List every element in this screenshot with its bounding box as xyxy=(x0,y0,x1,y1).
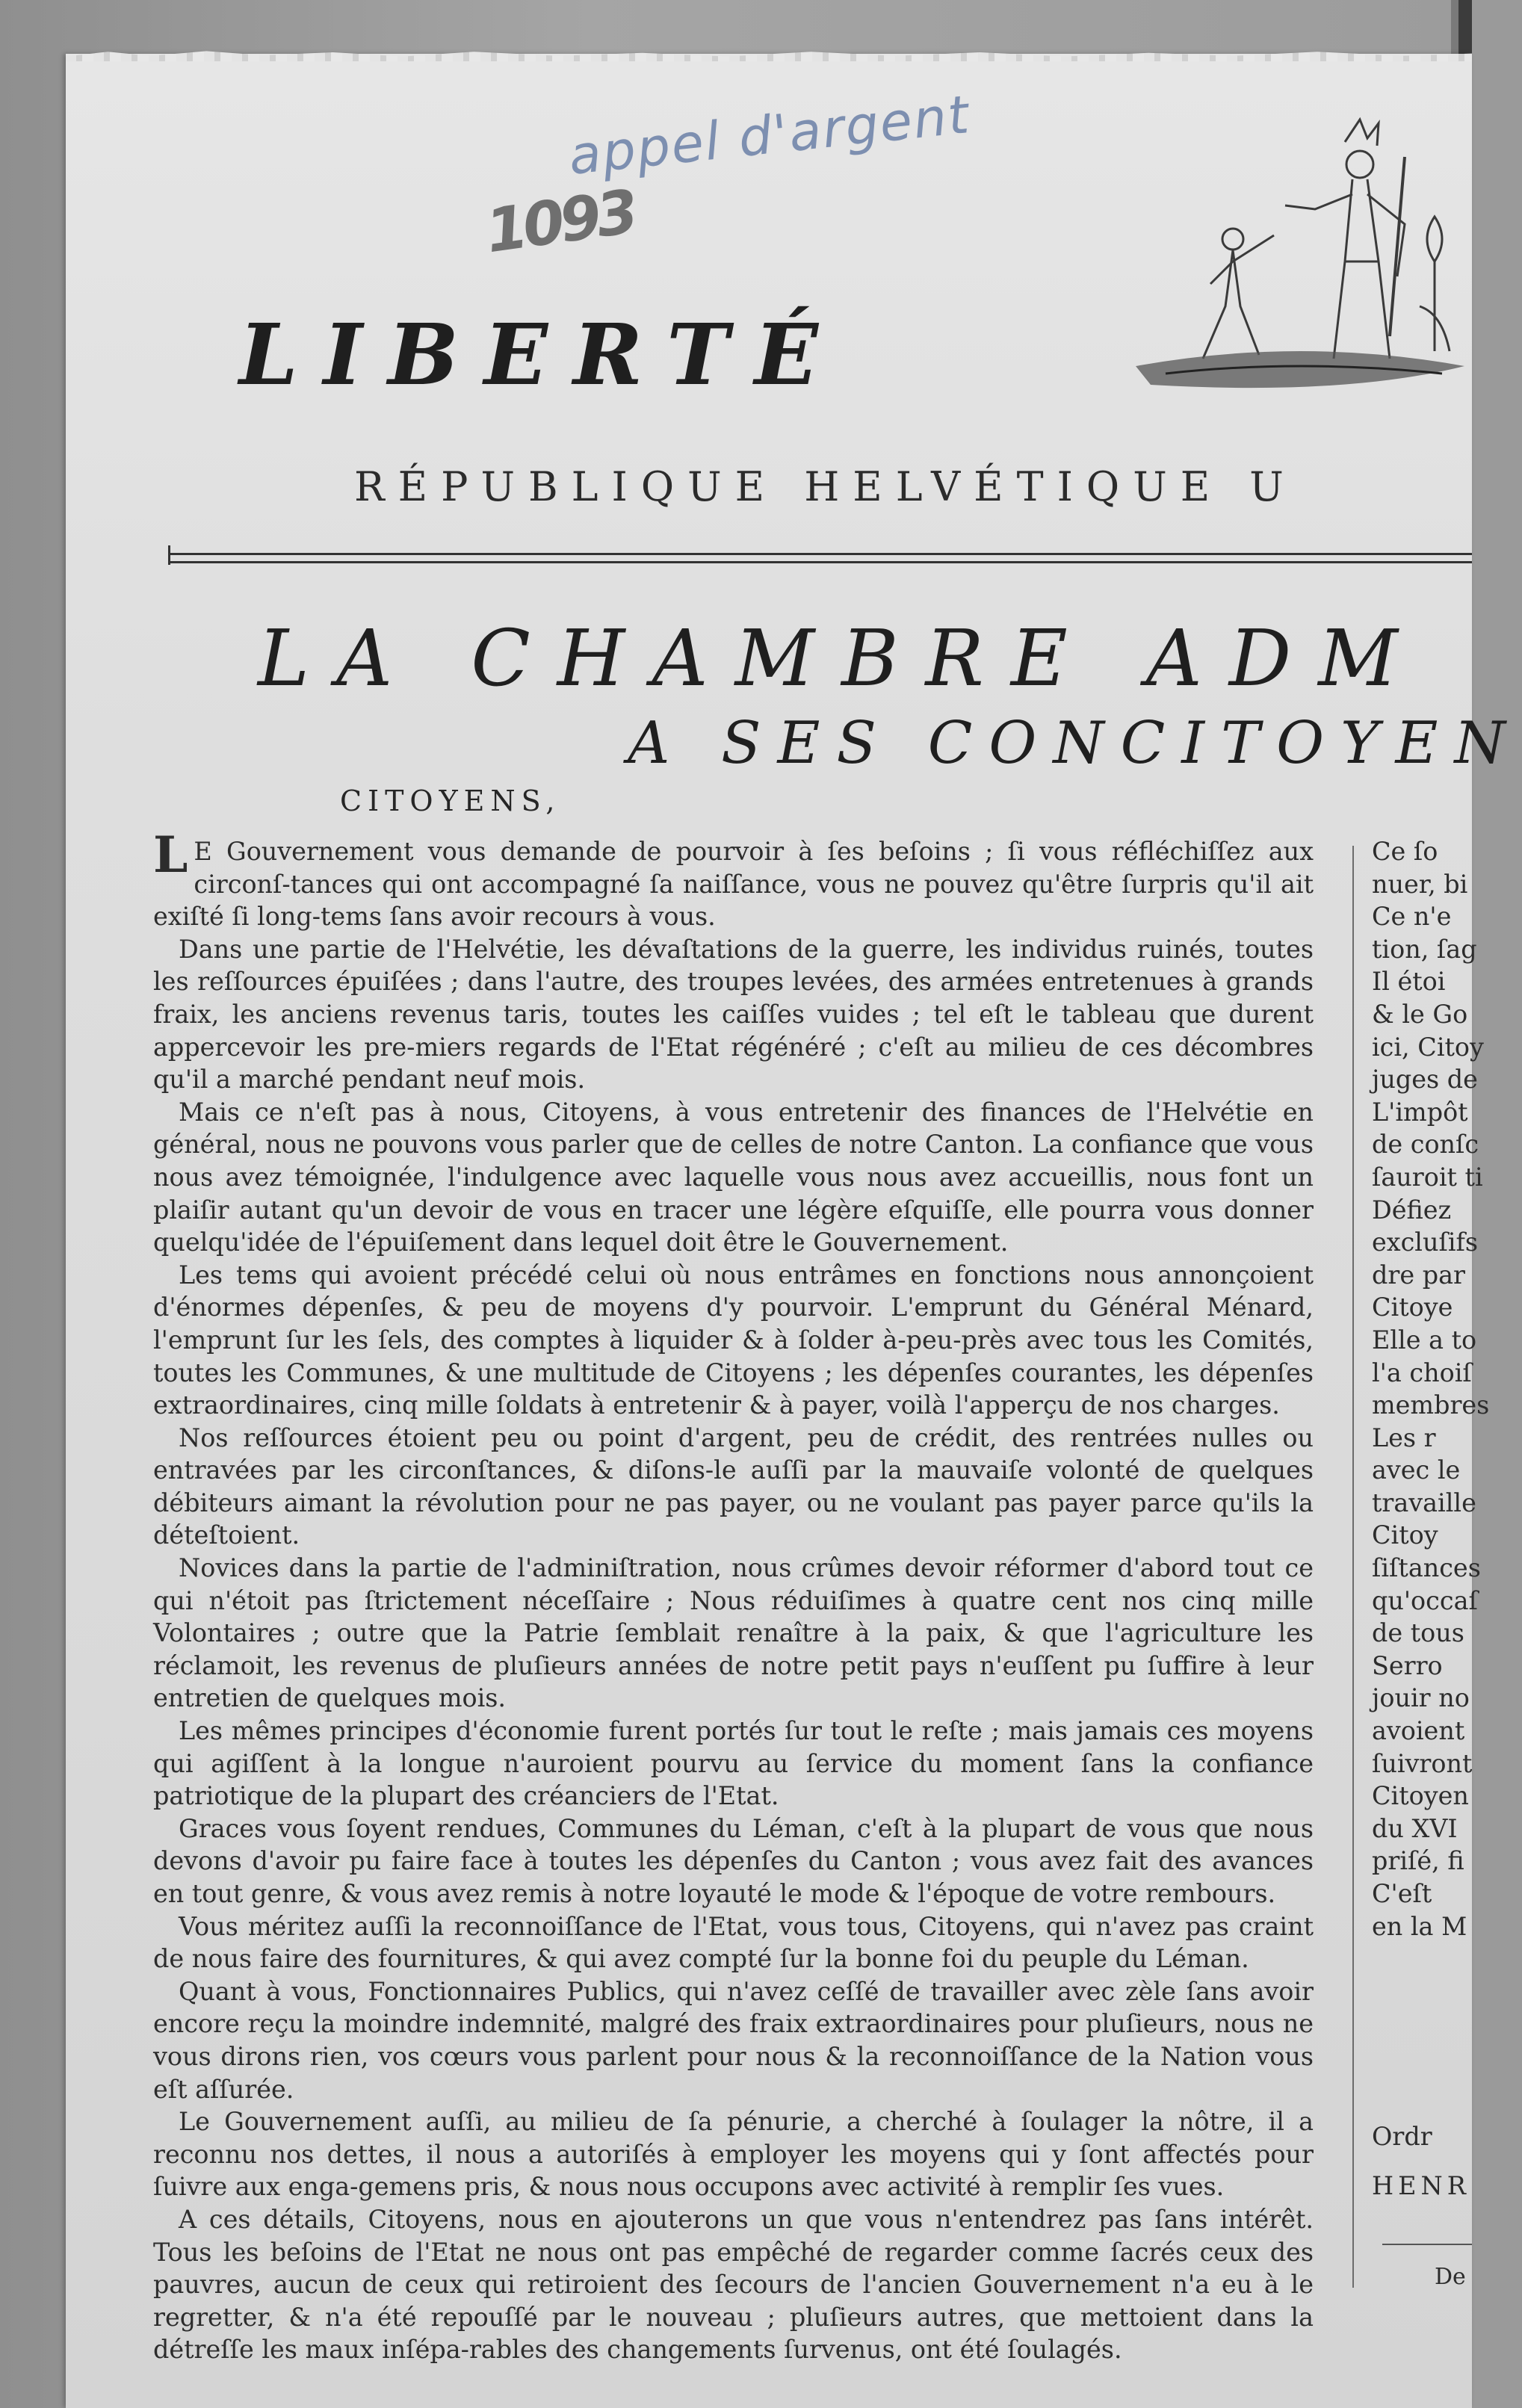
paragraph-7: Les mêmes principes d'économie furent portés ſur tout le reſte ; mais jamais ces moyens qui agiſſent à la longue n'auroient pourvu au ſervice du moment ſans la confiance patriotique de la plupart des créanciers de l'Etat. xyxy=(153,1716,1314,1811)
side-line: Les r xyxy=(1372,1423,1436,1452)
header-rule xyxy=(168,553,1472,563)
header-republic: RÉPUBLIQUE HELVÉTIQUE U xyxy=(354,463,1297,510)
paragraph-11: Le Gouvernement auſſi, au milieu de ſa pénurie, a cherché à ſoulager la nôtre, il a reconnu nos dettes, il nous a autoriſés à employer les moyens qui y ſont affectés pour ſuivre aux enga-gemens pris, & nous nous occupons avec activité à remplir ſes vues. xyxy=(153,2107,1314,2202)
column-divider xyxy=(1352,846,1354,2288)
side-line: de tous xyxy=(1372,1618,1464,1648)
paragraph-2: Dans une partie de l'Helvétie, les dévaſtations de la guerre, les individus ruinés, toutes les reſſources épuiſées ; dans l'autre, des troupes levées, des armées entretenues à grands fraix, les anciens revenus taris, toutes les caiſſes vuides ; tel eſt le tableau que durent appercevoir les pre-miers regards de l'Etat régénéré ; c'eſt au milieu de ces décombres qu'il a marché pendant neuf mois. xyxy=(153,934,1314,1095)
side-line: dre par xyxy=(1372,1260,1465,1290)
heading-chambre: LA CHAMBRE ADM xyxy=(258,613,1425,704)
side-line: Citoyen xyxy=(1372,1781,1469,1811)
side-line: de conſc xyxy=(1372,1130,1479,1160)
side-line: du XVI xyxy=(1372,1813,1458,1843)
side-line: nuer, bi xyxy=(1372,869,1468,899)
side-line: avoient xyxy=(1372,1716,1465,1746)
side-line: ſiſtances xyxy=(1372,1553,1481,1583)
side-line: Ce n'e xyxy=(1372,902,1452,932)
side-text-column xyxy=(1372,835,1490,1943)
figures-woodcut-icon xyxy=(1121,112,1472,441)
side-line: excluſifs xyxy=(1372,1228,1479,1257)
paragraph-3: Mais ce n'eſt pas à nous, Citoyens, à vous entretenir des finances de l'Helvétie en général, nous ne pouvons vous parler que de celles de notre Canton. La confiance que vous nous avez témoignée, l'indulgence avec laquelle vous nous avez accueillis, nous font un plaiſir autant qu'un devoir de vous en tracer une légère eſquiſſe, elle pourra vous donner quelqu'idée de l'épuiſement dans lequel doit être le Gouvernement. xyxy=(153,1097,1314,1257)
side-line: en la M xyxy=(1372,1911,1467,1941)
side-line: Ce ſo xyxy=(1372,837,1438,866)
side-line: Citoy xyxy=(1372,1520,1438,1550)
paragraph-12: A ces détails, Citoyens, nous en ajouterons un que vous n'entendrez pas ſans intérêt. Tous les beſoins de l'Etat ne nous ont pas empêché de regarder comme ſacrés ceux des pauvres, aucun de ceux qui retiroient des ſecours de l'ancien Gouvernement n'a eu à le regretter, & n'a été repouſſé par le nouveau ; pluſieurs autres, que mettoient dans la détreſſe les maux inſépa-rables des changements ſurvenus, ont été ſoulagés. xyxy=(153,2204,1314,2365)
title-liberte: LIBERTÉ xyxy=(239,306,844,404)
side-line: ici, Citoy xyxy=(1372,1032,1484,1062)
side-line: membres xyxy=(1372,1390,1490,1420)
salutation: CITOYENS, xyxy=(340,784,561,817)
dropcap: L xyxy=(153,826,188,884)
side-line: l'a choiſ xyxy=(1372,1358,1472,1387)
side-line: Défiez xyxy=(1372,1195,1452,1225)
paragraph-10: Quant à vous, Fonctionnaires Publics, qui n'avez ceſſé de travailler avec zèle ſans avoir encore reçu la moindre indemnité, malgré des fraix extraordinaires pour pluſieurs, nous ne vous dirons rien, vos cœurs vous parlent pour nous & la reconnoiſſance de la Nation vous eſt aſſurée. xyxy=(153,1976,1314,2104)
main-text-column xyxy=(153,826,1314,2366)
side-line: ſauroit ti xyxy=(1372,1162,1483,1192)
side-line: Serro xyxy=(1372,1650,1443,1680)
paragraph-4: Les tems qui avoient précédé celui où nous entrâmes en fonctions nous annonçoient d'énormes dépenſes, & peu de moyens d'y pourvoir. L'emprunt du Général Ménard, l'emprunt ſur les ſels, des comptes à liquider & à ſolder à-peu-près avec tous les Comités, toutes les Communes, & une multitude de Citoyens ; les dépenſes courantes, les dépenſes extraordinaires, cinq mille ſoldats à entretenir & à payer, voilà l'apperçu de nos charges. xyxy=(153,1260,1314,1420)
paragraph-5: Nos reſſources étoient peu ou point d'argent, peu de crédit, des rentrées nulles ou entravées par les circonſtances, & diſons-le auſſi par la mauvaiſe volonté de quelques débiteurs aimant la révolution pour ne pas payer, ou ne voulant pas payer parce qu'ils la déteſtoient. xyxy=(153,1423,1314,1550)
side-footer-text: De xyxy=(1435,2264,1466,2290)
side-line: L'impôt xyxy=(1372,1097,1468,1127)
side-line: priſé, fi xyxy=(1372,1846,1464,1876)
paragraph-8: Graces vous ſoyent rendues, Communes du Léman, c'eſt à la plupart de vous que nous devons d'avoir pu faire face à toutes les dépenſes du Canton ; vous avez fait des avances en tout genre, & vous avez remis à notre loyauté le mode & l'époque de votre rembours. xyxy=(153,1813,1314,1908)
side-line: tion, ſag xyxy=(1372,934,1477,964)
paragraph-1: L E Gouvernement vous demande de pourvoir à ſes beſoins ; ſi vous réfléchiſſez aux circonſ-tances qui ont accompagné ſa naiſſance, vous ne pouvez qu'être ſurpris qu'il ait exiſté ſi long-tems ſans avoir recours à vous. xyxy=(153,826,1314,932)
handwritten-note: appel d'argent xyxy=(566,84,974,187)
signature-name: HENR xyxy=(1372,2171,1470,2200)
paragraph-9: Vous méritez auſſi la reconnoiſſance de l'Etat, vous tous, Citoyens, qui n'avez pas craint de nous faire des fournitures, & qui avez compté ſur la bonne foi du peuple du Léman. xyxy=(153,1911,1314,1974)
side-line: Il étoi xyxy=(1372,967,1446,997)
side-line: avec le xyxy=(1372,1455,1461,1485)
side-signature-block xyxy=(1372,2122,1472,2220)
side-line: Elle a to xyxy=(1372,1325,1477,1355)
side-line: ſuivront xyxy=(1372,1748,1473,1778)
paragraph-6: Novices dans la partie de l'adminiſtration, nous crûmes devoir réformer d'abord tout ce qui n'étoit pas ſtrictement néceſſaire ; Nous réduiſimes à quatre cent nos cinq mille Volontaires ; outre que la Patrie ſemblait renaître à la paix, & que l'agriculture les réclamoit, les revenus de pluſieurs années de notre petit pays n'euſſent pu ſuffire à leur entretien de quelques mois. xyxy=(153,1553,1314,1713)
side-line: jouir no xyxy=(1372,1683,1470,1713)
ordre-label: Ordr xyxy=(1372,2122,1432,2151)
handwritten-number: 1093 xyxy=(481,176,639,267)
side-rule xyxy=(1382,2244,1472,2245)
heading-concitoyens: A SES CONCITOYEN xyxy=(628,710,1522,777)
side-line: Citoye xyxy=(1372,1293,1453,1322)
side-line: travaille xyxy=(1372,1488,1476,1517)
side-line: C'eſt xyxy=(1372,1879,1432,1908)
side-line: juges de xyxy=(1372,1065,1478,1095)
side-line: qu'occaſ xyxy=(1372,1585,1478,1615)
side-line: & le Go xyxy=(1372,999,1468,1029)
